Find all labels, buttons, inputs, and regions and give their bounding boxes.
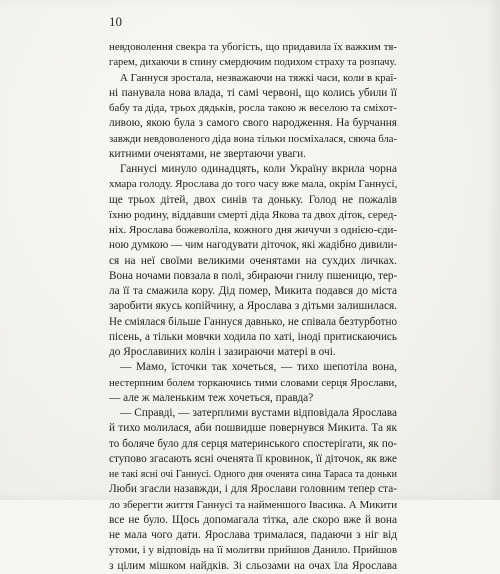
text-line: й тихо молилася, аби пошвидше повернувся Микита. Та як: [109, 422, 397, 435]
text-line: з цілим мішком найдків. Зі сльозами на очах їла Ярослава: [109, 559, 397, 572]
text-line: Люби згасли назавжди, і для Ярослави головним тепер ста-: [109, 483, 397, 496]
text-line: невдоволення свекра та убогість, що придавила їх важким тя-: [109, 41, 397, 53]
text-body: [109, 40, 397, 574]
text-line: — Справді, — затерплими вустами відповідала Ярослава: [120, 407, 397, 419]
text-line: завжди невдоволеного діда вона тільки посміхалася, сяюча бла-: [109, 133, 397, 145]
page-number: 10: [109, 14, 122, 29]
text-line: Ганнусі минуло одинадцять, коли Україну вкрила чорна: [120, 163, 397, 175]
text-line: — Мамо, їсточки так хочеться, — тихо шепотіла вона,: [120, 361, 397, 374]
text-line: ся на неї своїми великими оченятами на сухдих личках.: [109, 254, 397, 267]
text-line: ливою, якою була з самого свого народження. На бурчання: [109, 117, 397, 130]
text-line: ще трьох дітей, двох синів та доньку. Голод не пожалів: [109, 193, 397, 206]
text-line: не мала чого дати. Ярослава трималася, падаючи з ніг від: [109, 529, 397, 541]
text-line: гарем, дихаючи в спину смердючим подихом страху та розпачу.: [109, 57, 397, 69]
text-line: пісень, а тільки мовчки ходила по хаті, іноді притискаючись: [109, 330, 397, 343]
text-line: їхню родину, віддавши смерті діда Якова та двох діток, серед-: [109, 208, 397, 221]
text-line: до Ярославиних колін і зазираючи матері в очі.: [109, 346, 336, 358]
text-line: — але ж маленьким теж хочеться, правда?: [109, 391, 314, 404]
text-line: нестерпним болем торкаючись тими словами серця Ярослави,: [109, 376, 397, 389]
text-line: хмара голоду. Ярослава до того часу вже мала, окрім Ганнусі,: [109, 178, 397, 191]
text-line: А Ганнуся зростала, незважаючи на тяжкі часи, коли в краї-: [120, 71, 397, 84]
text-line: ніх. Ярослава божеволіла, кожного дня жичучи з однією-єди-: [109, 224, 397, 236]
text-line: заробити якусь копійчину, а Ярослава з дітьми залишилася.: [109, 300, 397, 313]
text-line: ні панувала нова влада, ті самі червоні, що колись убили її: [109, 86, 397, 99]
text-line: ступово згасають ясні оченята її кровинок, її діточок, як вже: [109, 452, 397, 465]
text-line: ла її та смажила кору. Дід помер, Микита подався до міста: [109, 285, 397, 297]
text-line: ло зберегти життя Ганнусі та найменшого Івасика. А Микити: [109, 498, 397, 511]
text-line: бабу та діда, трьох дядьків, росла такою ж веселою та сміхот-: [109, 102, 397, 114]
text-line: китними оченятами, не звертаючи уваги.: [109, 147, 306, 160]
text-line: то боляче було для серця материнського спостерігати, як по-: [109, 437, 397, 450]
text-line: Не сміялася більше Ганнуся давнько, не співала безтурботно: [109, 315, 397, 328]
text-line: не такі ясні очі Ганнусі. Одного дня оченята сина Тараса та доньки: [109, 469, 397, 480]
text-line: Вона ночами повзала в полі, збираючи гнилу пшеницю, тер-: [109, 269, 397, 282]
text-line: утоми, і у відповідь на її молитви прийшов Данило. Прийшов: [109, 544, 397, 557]
text-line: все не було. Щось допомагала тітка, але скоро вже й вона: [109, 513, 397, 526]
text-line: ною думкою — чим нагодувати діточок, які жадібно дивили-: [109, 239, 397, 252]
